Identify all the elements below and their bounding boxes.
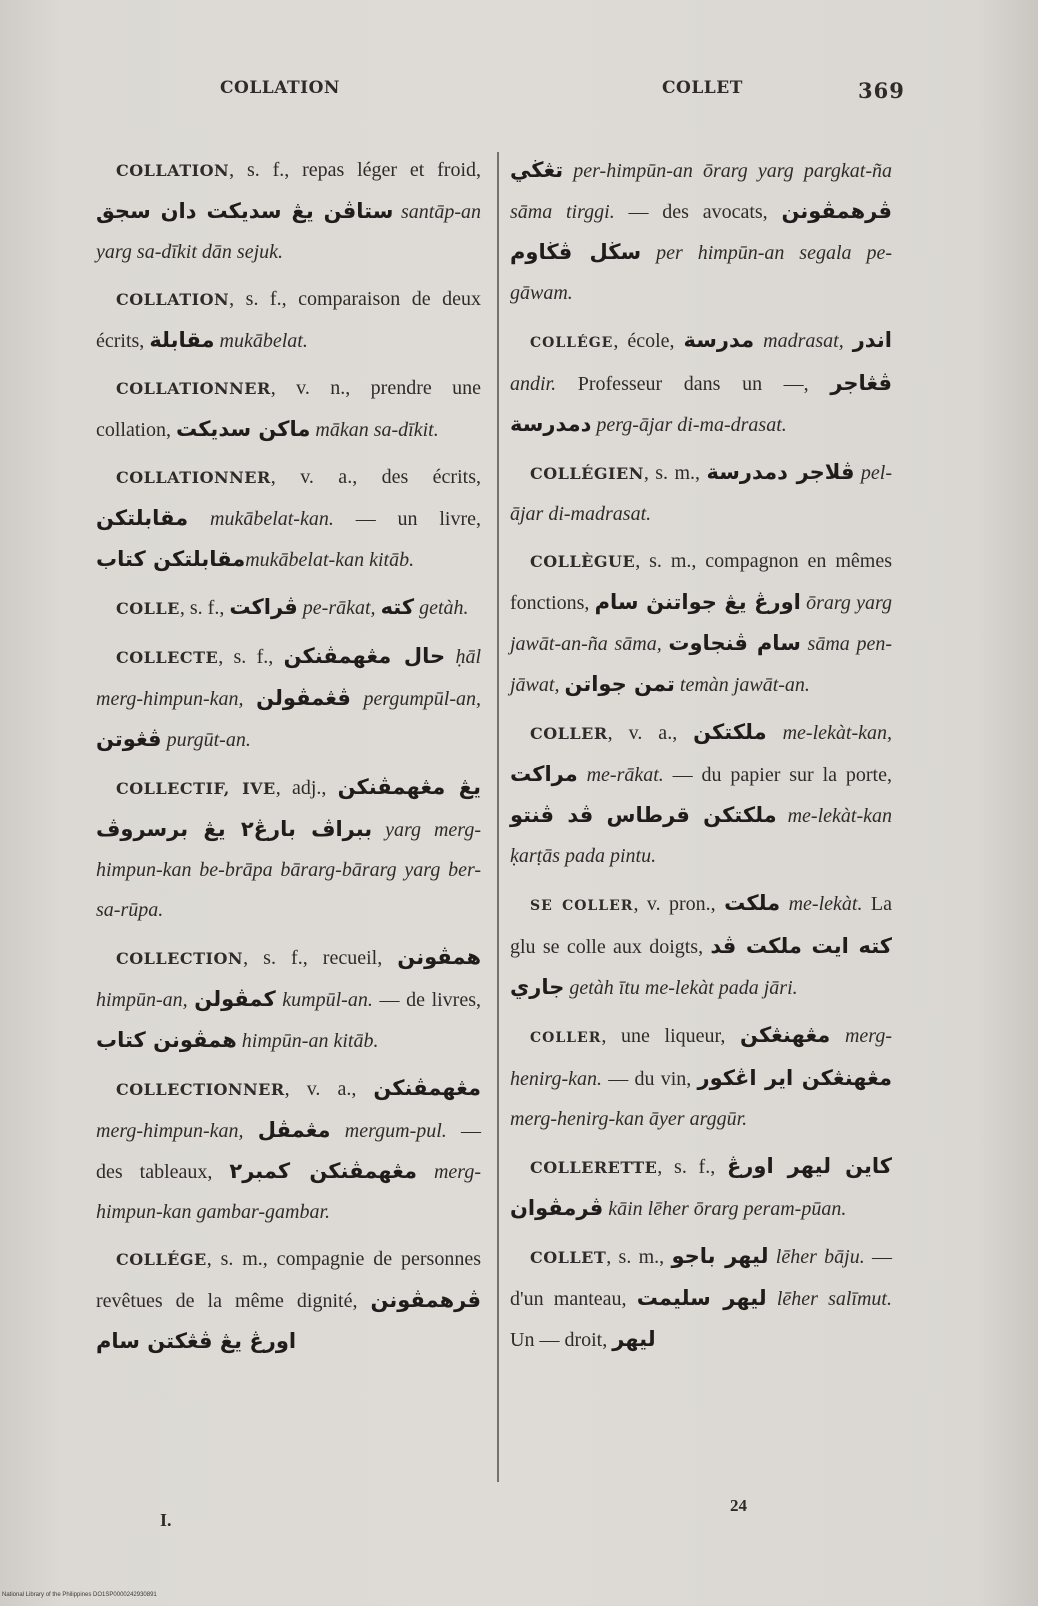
transliteration: andir. — [510, 373, 557, 395]
dictionary-entry — [96, 636, 481, 760]
definition-text: , s. m., — [643, 462, 707, 484]
transliteration: ōrarg yarg jawāt-an-ña sāma, — [510, 592, 892, 655]
dictionary-entry — [96, 279, 481, 361]
jawi-text: اندر — [852, 328, 893, 352]
transliteration: sāma pen-jāwat, — [510, 633, 893, 696]
definition-text: , v. a., des écrits, — [270, 466, 481, 488]
headword: COLLATIONNER — [116, 379, 271, 398]
running-head-right: COLLET — [662, 78, 743, 98]
jawi-text: تمن جواتن — [564, 672, 675, 696]
jawi-text: كاين ليهر اورڠ ڤرمڤوان — [510, 1154, 892, 1220]
dictionary-entry — [96, 457, 481, 580]
definition-text: , adj., — [275, 777, 338, 799]
definition-text — [844, 330, 853, 352]
transliteration: me-rākat. — [586, 764, 664, 786]
page-number: 369 — [858, 78, 905, 103]
definition-text: — du papier sur la porte, — [663, 764, 892, 786]
jawi-text: حال مڠهمڤنكن — [283, 644, 446, 668]
dictionary-entry — [96, 767, 481, 930]
definition-text: , s. m., compagnie de personnes revêtues de la même dignité, — [96, 1248, 481, 1312]
jawi-text: کته — [380, 595, 415, 619]
right-column — [510, 150, 892, 1367]
jawi-text: ڤلاجر دمدرسة — [706, 460, 855, 484]
jawi-text: ڤراكت — [229, 595, 298, 619]
transliteration: pergumpūl-an, — [363, 688, 482, 710]
headword: COLLÉGIEN — [530, 464, 644, 483]
jawi-text: مدرسة — [683, 328, 755, 352]
definition-text: , v. a., — [284, 1078, 374, 1100]
dictionary-entry — [96, 150, 481, 272]
headword: COLLECTIONNER — [116, 1080, 285, 1099]
transliteration: yarg merg-himpun-kan be-brāpa bārarg-bārarg yarg ber-sa-rūpa. — [96, 819, 481, 921]
definition-text — [769, 1246, 776, 1268]
definition-text: — un livre, — [333, 508, 482, 530]
transliteration: merg-henirg-kan. — [510, 1025, 892, 1090]
transliteration: himpūn-an, — [96, 989, 188, 1011]
jawi-text: مڠهنڠكن اير اڠكور — [697, 1066, 892, 1090]
sub-headword: COLLER — [530, 1030, 602, 1046]
dictionary-entry — [510, 883, 892, 1008]
definition-text — [351, 688, 364, 710]
dictionary-entry — [510, 541, 892, 705]
transliteration: me-lekàt-kan, — [782, 722, 892, 744]
jawi-text: مڠمڤل — [257, 1118, 331, 1142]
transliteration: kumpūl-an. — [282, 989, 373, 1011]
jawi-text: ڤڠمڤولن — [256, 686, 351, 710]
scan-credit: National Library of the Philippines DO1SP0000242930891 — [2, 1592, 157, 1598]
definition-text — [188, 508, 210, 530]
definition-text — [777, 805, 788, 827]
headword: COLLER — [530, 724, 608, 743]
dictionary-entry — [96, 1068, 481, 1232]
headword: COLLATION — [116, 290, 230, 309]
jawi-text: همڤونن — [397, 945, 481, 969]
jawi-text: ليهر باجو — [671, 1244, 769, 1268]
dictionary-entry — [96, 1239, 481, 1362]
definition-text: , s. f., recueil, — [243, 947, 398, 969]
jawi-text: مڠهمڤنكن كمبر٢ — [229, 1159, 417, 1183]
transliteration: pe-rākat, — [302, 597, 376, 619]
jawi-text: همڤونن كتاب — [96, 1028, 237, 1052]
transliteration: perg-ājar di-ma-drasat. — [596, 414, 787, 436]
transliteration: kāin lēher ōrarg peram-pūan. — [608, 1198, 847, 1220]
sub-headword: SE COLLER — [530, 898, 634, 914]
jawi-text: ليهر سليمت — [636, 1286, 767, 1310]
definition-text — [767, 722, 783, 744]
left-column — [96, 150, 481, 1369]
jawi-text: مراكت — [510, 762, 578, 786]
dictionary-entry — [510, 1236, 892, 1360]
definition-text: Un — droit, — [510, 1329, 613, 1351]
transliteration: merg-himpun-kan gambar-gambar. — [96, 1161, 482, 1223]
definition-text: , s. f., — [657, 1156, 727, 1178]
definition-text — [445, 646, 455, 668]
transliteration: santāp-an yarg sa-dīkit dān sejuk. — [96, 201, 481, 263]
dictionary-entry — [96, 368, 481, 450]
transliteration: mukābelat-kan kitāb. — [245, 549, 415, 571]
dictionary-entry — [96, 937, 481, 1061]
running-head-left: COLLATION — [220, 78, 340, 98]
definition-text — [244, 688, 257, 710]
headword: COLLET — [530, 1248, 607, 1267]
transliteration: me-lekàt-kan ḳarṭās pada pintu. — [510, 805, 892, 867]
jawi-text: کته ايت ملكت ڤد جاري — [510, 934, 892, 999]
headword: COLLERETTE — [530, 1158, 658, 1177]
dictionary-entry — [510, 712, 892, 876]
definition-text — [244, 1120, 258, 1142]
definition-text: — d'un manteau, — [510, 1246, 892, 1310]
sub-headword: COLLÉGE — [530, 335, 614, 351]
jawi-text: اورڠ يڠ جواتنڽ سام — [594, 590, 801, 614]
definition-text — [331, 1120, 345, 1142]
jawi-text: ملكت — [724, 891, 781, 915]
headword: COLLÈGUE — [530, 552, 636, 571]
headword: COLLATION — [116, 161, 230, 180]
dictionary-entry — [510, 452, 892, 534]
definition-text: — des avocats, — [614, 201, 782, 223]
definition-text: — du vin, — [602, 1068, 698, 1090]
dictionary-entry — [510, 1015, 892, 1139]
jawi-text: ملكتكن قرطاس ڤد ڤنتو — [510, 803, 777, 827]
transliteration: pel-ājar di-madrasat. — [510, 462, 893, 525]
jawi-text: مڠهمڤنكن — [373, 1076, 481, 1100]
definition-text: , v. n., prendre une collation, — [96, 377, 481, 441]
dictionary-entry — [510, 150, 892, 313]
jawi-text: ڤڠوتن — [96, 727, 162, 751]
transliteration: lēher bāju. — [775, 1246, 865, 1268]
jawi-text: يڠ مڠهمڤنكن ببراڤ بارڠ٢ يڠ برسروڤ — [96, 775, 481, 841]
headword: COLLE — [116, 599, 180, 618]
headword: COLLECTE — [116, 648, 219, 667]
dictionary-entry — [510, 1146, 892, 1229]
definition-text: , école, — [613, 330, 684, 352]
definition-text — [754, 330, 763, 352]
definition-text: , une liqueur, — [601, 1025, 741, 1047]
definition-text — [767, 1288, 777, 1310]
definition-text: , s. f., — [179, 597, 230, 619]
jawi-text: ڤرهمڤونن اورڠ يڠ ڤڠكتن سام — [96, 1288, 481, 1353]
transliteration: per-himpūn-an ōrarg yarg pargkat-ña sāma tirggi. — [510, 160, 892, 223]
transliteration: getàh. — [419, 597, 469, 619]
headword: COLLECTION — [116, 949, 244, 968]
dictionary-entry — [96, 587, 481, 629]
jawi-text: مقابلتكن — [96, 506, 189, 530]
transliteration: merg-henirg-kan āyer arggūr. — [510, 1108, 748, 1130]
headword: COLLATIONNER — [116, 468, 271, 487]
dictionary-entry — [510, 320, 892, 445]
jawi-text: ماكن سديكت — [175, 417, 311, 441]
signature-mark: I. — [160, 1510, 172, 1530]
definition-text: , v. pron., — [633, 893, 725, 915]
definition-text: — de livres, — [372, 989, 482, 1011]
transliteration: temàn jawāt-an. — [679, 674, 810, 696]
transliteration: getàh ītu me-lekàt pada jāri. — [569, 977, 798, 999]
definition-text — [641, 242, 656, 264]
definition-text: , s. f., — [218, 646, 284, 668]
definition-text: , v. a., — [607, 722, 694, 744]
definition-text — [417, 1161, 434, 1183]
transliteration: madrasat, — [763, 330, 844, 352]
column-divider — [497, 152, 499, 1482]
jawi-text: سام ڤنجاوت — [668, 631, 801, 655]
transliteration: mukābelat. — [219, 330, 308, 352]
jawi-text: ليهر — [612, 1327, 656, 1351]
definition-text: — des tableaux, — [96, 1120, 481, 1183]
definition-text — [830, 1025, 845, 1047]
jawi-text: كمڤولن — [194, 987, 276, 1011]
transliteration: per himpūn-an segala pe-gāwam. — [510, 242, 893, 304]
jawi-text: مقابلتكن كتاب — [96, 547, 246, 571]
transliteration: mukābelat-kan. — [210, 508, 334, 530]
headword: COLLÉGE — [116, 1250, 207, 1269]
definition-text: , s. m., compagnon en mêmes fonctions, — [510, 550, 892, 614]
jawi-text: مقابلة — [149, 328, 215, 352]
headword: COLLECTIF, IVE — [116, 779, 276, 798]
transliteration: me-lekàt. — [788, 893, 863, 915]
definition-text — [563, 160, 573, 182]
transliteration: ḥāl merg-himpun-kan, — [96, 646, 481, 710]
transliteration: mākan sa-dīkit. — [315, 419, 439, 441]
jawi-text: ملكتكن — [693, 720, 767, 744]
transliteration: himpūn-an kitāb. — [241, 1030, 379, 1052]
transliteration: lēher salīmut. — [776, 1288, 892, 1310]
transliteration: mergum-pul. — [344, 1120, 447, 1142]
definition-text: , s. m., — [606, 1246, 672, 1268]
jawi-text: ستاڤن يڠ سديكت دان سجق — [96, 199, 394, 223]
transliteration: merg-himpun-kan, — [96, 1120, 244, 1142]
definition-text: , s. f., comparaison de deux écrits, — [96, 288, 481, 352]
definition-text — [393, 201, 401, 223]
definition-text: La glu se colle aux doigts, — [510, 893, 893, 958]
definition-text — [780, 893, 788, 915]
jawi-text: ڤڠاجر دمدرسة — [510, 371, 892, 436]
definition-text: , s. f., repas léger et froid, — [229, 159, 481, 181]
sheet-number: 24 — [730, 1496, 747, 1515]
definition-text — [801, 633, 808, 655]
jawi-text: تڠڬي — [510, 158, 564, 182]
definition-text — [372, 819, 385, 841]
jawi-text: مڠهنڠكن — [740, 1023, 831, 1047]
jawi-text: ڤرهمڤونن سڬل ڤڬاوم — [510, 199, 892, 264]
definition-text — [578, 764, 587, 786]
definition-text: Professeur dans un —, — [556, 373, 831, 395]
transliteration: purgūt-an. — [166, 729, 251, 751]
